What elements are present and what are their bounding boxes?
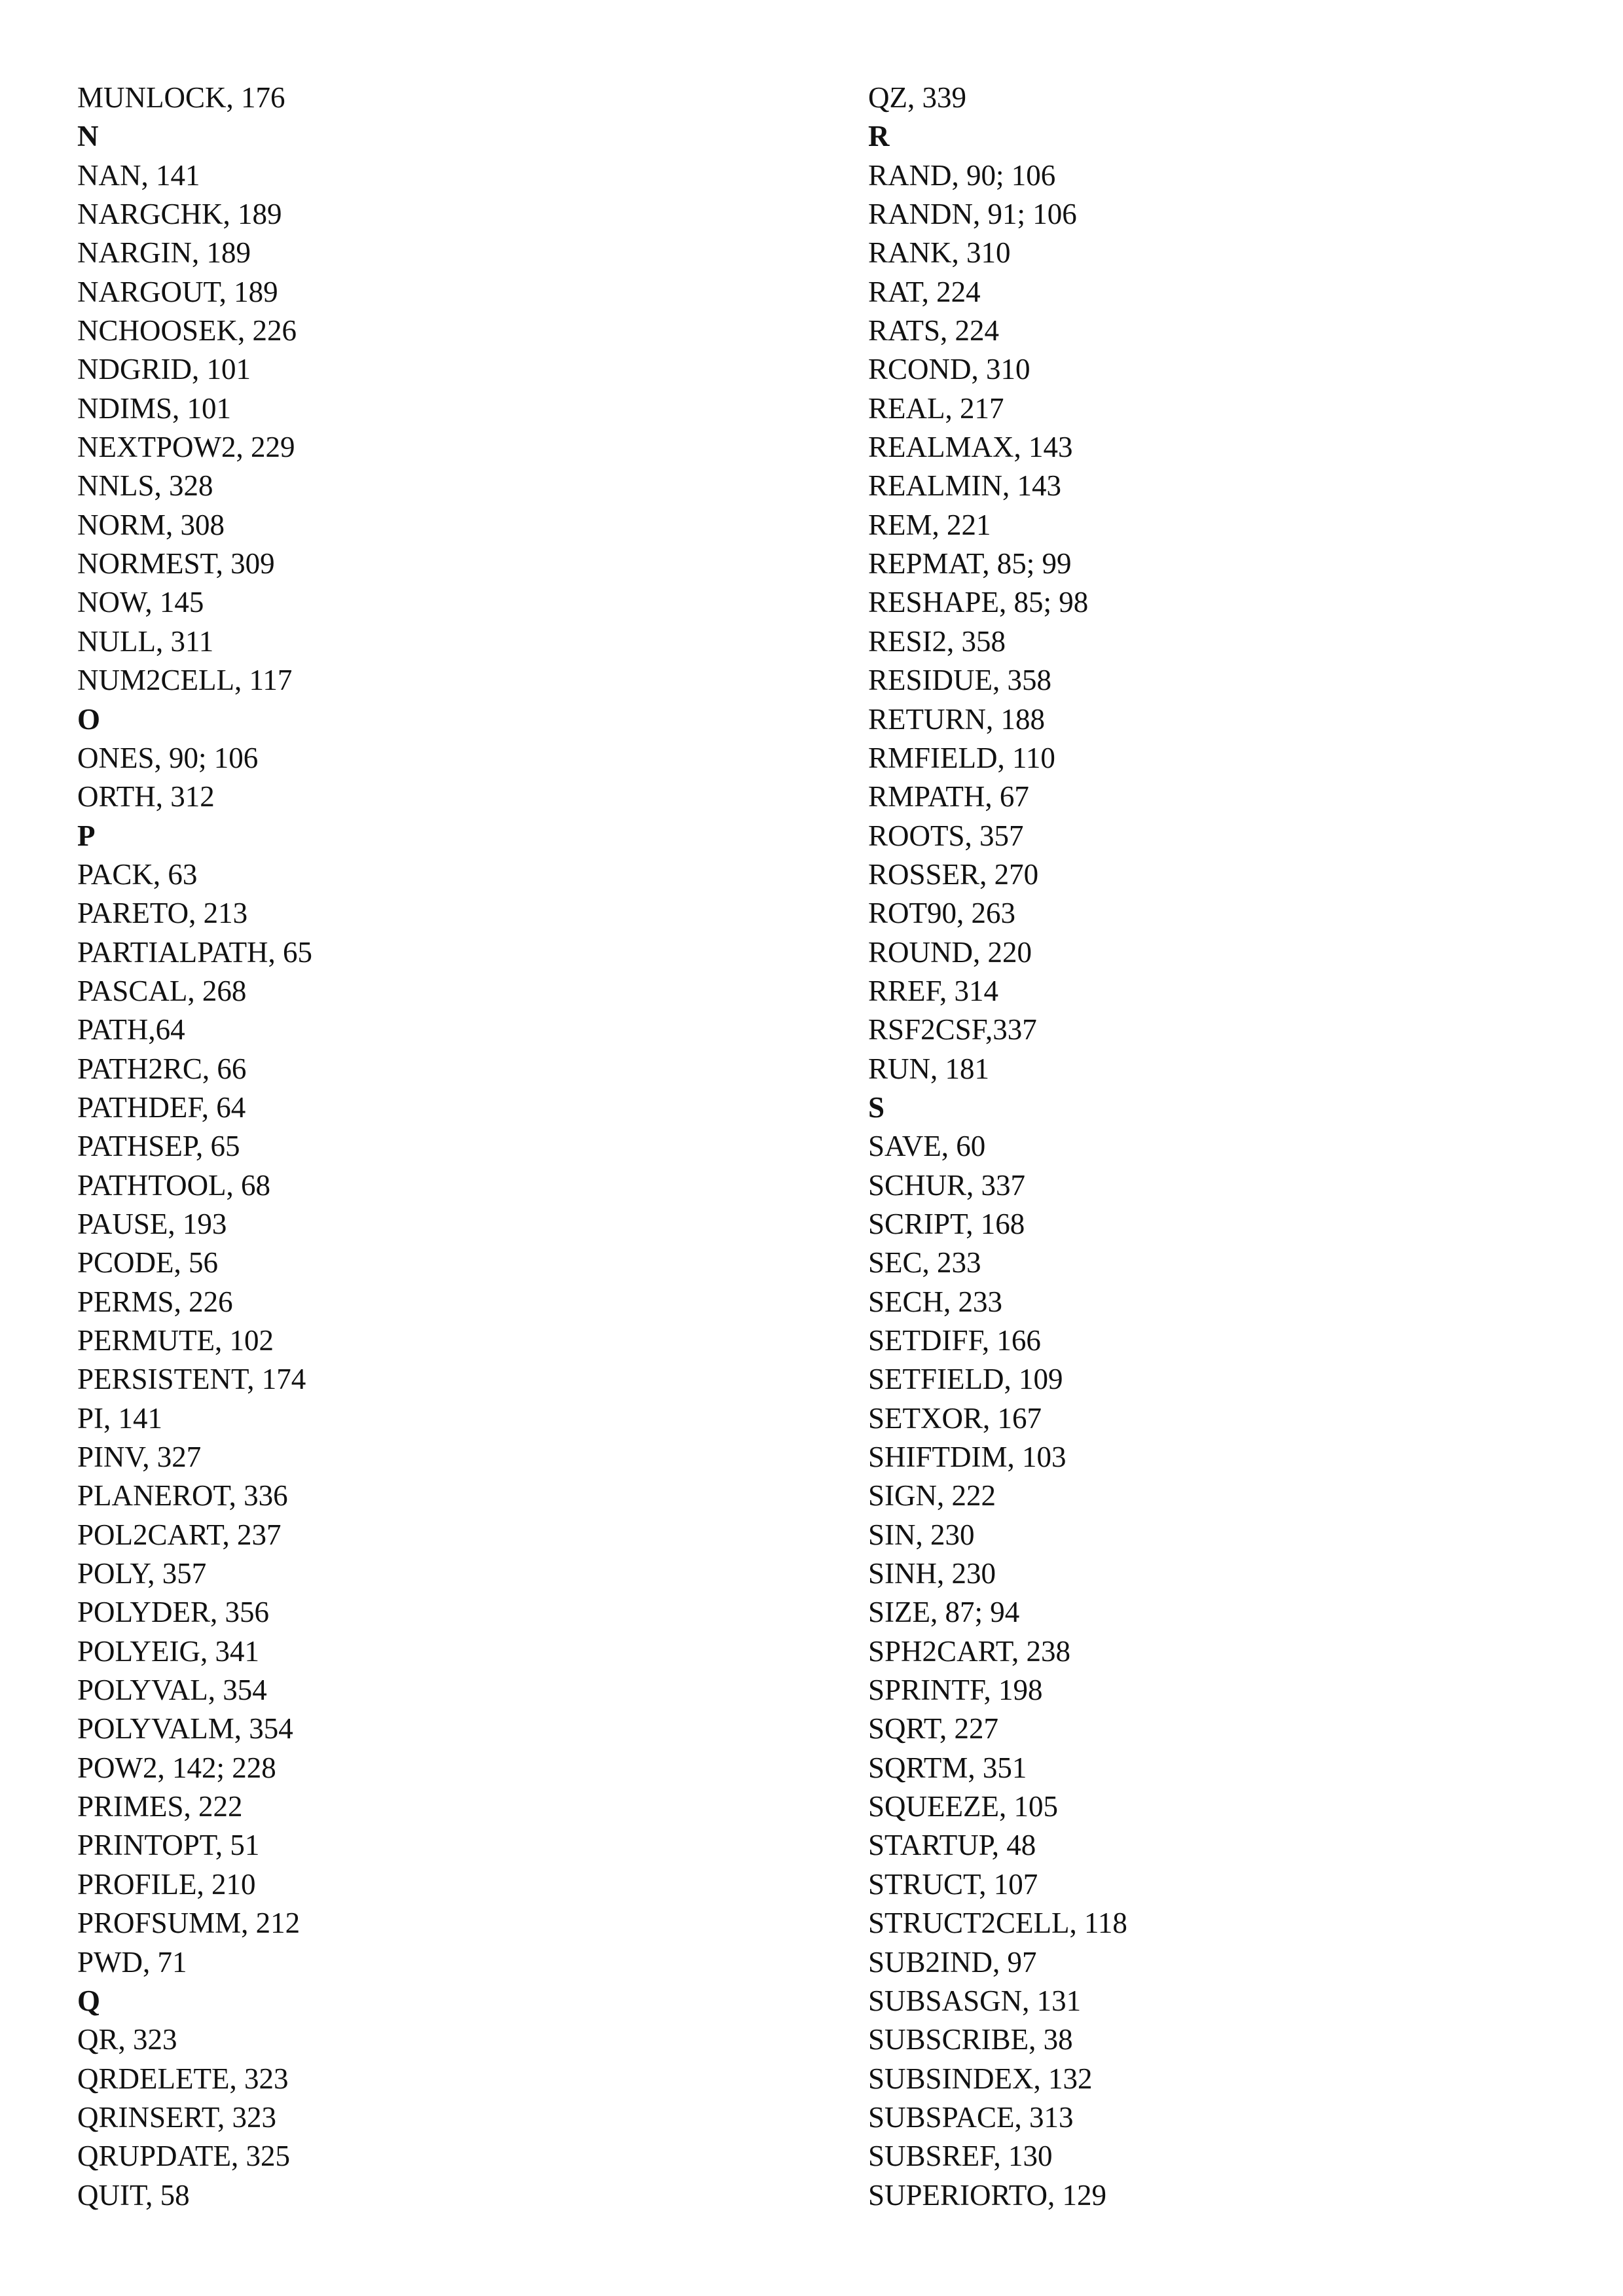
index-entry: RREF, 314 xyxy=(868,974,998,1007)
index-entry: NCHOOSEK, 226 xyxy=(77,314,297,348)
index-entry: ORTH, 312 xyxy=(77,780,215,814)
index-letter-heading: R xyxy=(868,120,890,153)
index-entry: NAN, 141 xyxy=(77,158,200,192)
index-entry: POLY, 357 xyxy=(77,1557,207,1590)
index-entry: PARTIALPATH, 65 xyxy=(77,935,313,969)
index-entry: QRUPDATE, 325 xyxy=(77,2140,291,2173)
index-entry: RAND, 90; 106 xyxy=(868,158,1056,192)
index-entry: PWD, 71 xyxy=(77,1945,187,1979)
index-entry: NORMEST, 309 xyxy=(77,547,275,581)
index-entry: REALMIN, 143 xyxy=(868,469,1061,503)
index-entry: ROT90, 263 xyxy=(868,897,1015,930)
index-entry: ROUND, 220 xyxy=(868,935,1032,969)
index-entry: PROFILE, 210 xyxy=(77,1867,256,1901)
index-entry: SPRINTF, 198 xyxy=(868,1674,1043,1707)
index-entry: RETURN, 188 xyxy=(868,702,1045,736)
index-entry: PRINTOPT, 51 xyxy=(77,1829,260,1862)
index-entry: NDGRID, 101 xyxy=(77,353,251,386)
index-entry: PATH2RC, 66 xyxy=(77,1052,247,1085)
index-entry: SECH, 233 xyxy=(868,1285,1003,1318)
index-entry: PINV, 327 xyxy=(77,1441,202,1474)
index-entry: NARGIN, 189 xyxy=(77,236,251,270)
index-entry: POL2CART, 237 xyxy=(77,1518,282,1551)
index-entry: REAL, 217 xyxy=(868,391,1004,425)
index-entry: POW2, 142; 228 xyxy=(77,1751,276,1784)
index-entry: PATHTOOL, 68 xyxy=(77,1168,271,1202)
index-entry: RANK, 310 xyxy=(868,236,1011,270)
index-entry: NDIMS, 101 xyxy=(77,391,232,425)
index-entry: RMPATH, 67 xyxy=(868,780,1029,814)
index-entry: RESIDUE, 358 xyxy=(868,664,1051,697)
index-entry: RCOND, 310 xyxy=(868,353,1030,386)
index-entry: POLYEIG, 341 xyxy=(77,1634,259,1668)
index-entry: SUBSREF, 130 xyxy=(868,2140,1053,2173)
index-entry: PERSISTENT, 174 xyxy=(77,1363,306,1396)
index-entry: SCHUR, 337 xyxy=(868,1168,1026,1202)
index-entry: RUN, 181 xyxy=(868,1052,990,1085)
index-entry: SUBSPACE, 313 xyxy=(868,2100,1074,2134)
index-entry: PARETO, 213 xyxy=(77,897,248,930)
index-entry: SQRTM, 351 xyxy=(868,1751,1027,1784)
index-entry: SETXOR, 167 xyxy=(868,1401,1042,1435)
index-entry: ROSSER, 270 xyxy=(868,857,1039,891)
index-entry: POLYVAL, 354 xyxy=(77,1674,267,1707)
index-entry: SETDIFF, 166 xyxy=(868,1324,1041,1357)
index-entry: NEXTPOW2, 229 xyxy=(77,431,295,464)
index-entry: SUBSCRIBE, 38 xyxy=(868,2023,1073,2056)
index-entry: ONES, 90; 106 xyxy=(77,741,259,774)
index-entry: REALMAX, 143 xyxy=(868,431,1073,464)
index-entry: SUPERIORTO, 129 xyxy=(868,2178,1107,2212)
index-entry: ROOTS, 357 xyxy=(868,819,1024,852)
index-entry: POLYVALM, 354 xyxy=(77,1712,293,1746)
index-entry: PATHSEP, 65 xyxy=(77,1130,240,1163)
index-entry: SPH2CART, 238 xyxy=(868,1634,1071,1668)
index-entry: NUM2CELL, 117 xyxy=(77,664,293,697)
index-entry: PERMS, 226 xyxy=(77,1285,233,1318)
index-entry: QRDELETE, 323 xyxy=(77,2062,289,2095)
index-entry: SUBSINDEX, 132 xyxy=(868,2062,1093,2095)
index-entry: PCODE, 56 xyxy=(77,1246,219,1280)
index-entry: RESI2, 358 xyxy=(868,624,1006,658)
index-entry: STRUCT2CELL, 118 xyxy=(868,1907,1127,1940)
index-entry: SIN, 230 xyxy=(868,1518,975,1551)
index-entry: NNLS, 328 xyxy=(77,469,213,503)
index-entry: NULL, 311 xyxy=(77,624,214,658)
index-entry: NARGCHK, 189 xyxy=(77,198,282,231)
index-letter-heading: N xyxy=(77,120,99,153)
index-entry: RSF2CSF,337 xyxy=(868,1013,1037,1047)
index-entry: PASCAL, 268 xyxy=(77,974,247,1007)
index-entry: NOW, 145 xyxy=(77,586,204,619)
index-entry: PERMUTE, 102 xyxy=(77,1324,274,1357)
index-entry: STRUCT, 107 xyxy=(868,1867,1038,1901)
index-entry: PLANEROT, 336 xyxy=(77,1479,288,1513)
index-entry: SAVE, 60 xyxy=(868,1130,986,1163)
index-letter-heading: Q xyxy=(77,1984,101,2017)
index-entry: PI, 141 xyxy=(77,1401,163,1435)
index-entry: SIGN, 222 xyxy=(868,1479,996,1513)
index-letter-heading: O xyxy=(77,702,101,736)
index-letter-heading: S xyxy=(868,1090,885,1124)
index-entry: PAUSE, 193 xyxy=(77,1207,227,1240)
index-entry: SIZE, 87; 94 xyxy=(868,1596,1020,1629)
index-entry: RESHAPE, 85; 98 xyxy=(868,586,1089,619)
index-entry: RAT, 224 xyxy=(868,275,981,308)
index-entry: SUBSASGN, 131 xyxy=(868,1984,1082,2017)
index-entry: REM, 221 xyxy=(868,508,991,541)
index-entry: SQRT, 227 xyxy=(868,1712,998,1746)
index-entry: STARTUP, 48 xyxy=(868,1829,1036,1862)
index-entry: RANDN, 91; 106 xyxy=(868,198,1077,231)
index-entry: SETFIELD, 109 xyxy=(868,1363,1063,1396)
index-column-left xyxy=(77,79,312,2215)
index-entry: SEC, 233 xyxy=(868,1246,981,1280)
index-letter-heading: P xyxy=(77,819,96,852)
index-entry: QZ, 339 xyxy=(868,81,966,114)
index-entry: SUB2IND, 97 xyxy=(868,1945,1037,1979)
index-entry: SCRIPT, 168 xyxy=(868,1207,1025,1240)
index-column-right xyxy=(868,79,1127,2215)
index-entry: REPMAT, 85; 99 xyxy=(868,547,1072,581)
index-entry: SHIFTDIM, 103 xyxy=(868,1441,1067,1474)
index-entry: SQUEEZE, 105 xyxy=(868,1790,1058,1823)
index-entry: SINH, 230 xyxy=(868,1557,996,1590)
index-entry: QUIT, 58 xyxy=(77,2178,190,2212)
index-entry: PATHDEF, 64 xyxy=(77,1090,246,1124)
index-entry: RATS, 224 xyxy=(868,314,1000,348)
index-entry: RMFIELD, 110 xyxy=(868,741,1055,774)
index-entry: PRIMES, 222 xyxy=(77,1790,243,1823)
index-entry: PATH,64 xyxy=(77,1013,185,1047)
index-entry: QRINSERT, 323 xyxy=(77,2100,276,2134)
index-entry: QR, 323 xyxy=(77,2023,177,2056)
index-entry: NORM, 308 xyxy=(77,508,225,541)
index-entry: PROFSUMM, 212 xyxy=(77,1907,301,1940)
index-entry: PACK, 63 xyxy=(77,857,198,891)
index-entry: MUNLOCK, 176 xyxy=(77,81,285,114)
index-entry: POLYDER, 356 xyxy=(77,1596,270,1629)
index-entry: NARGOUT, 189 xyxy=(77,275,278,308)
